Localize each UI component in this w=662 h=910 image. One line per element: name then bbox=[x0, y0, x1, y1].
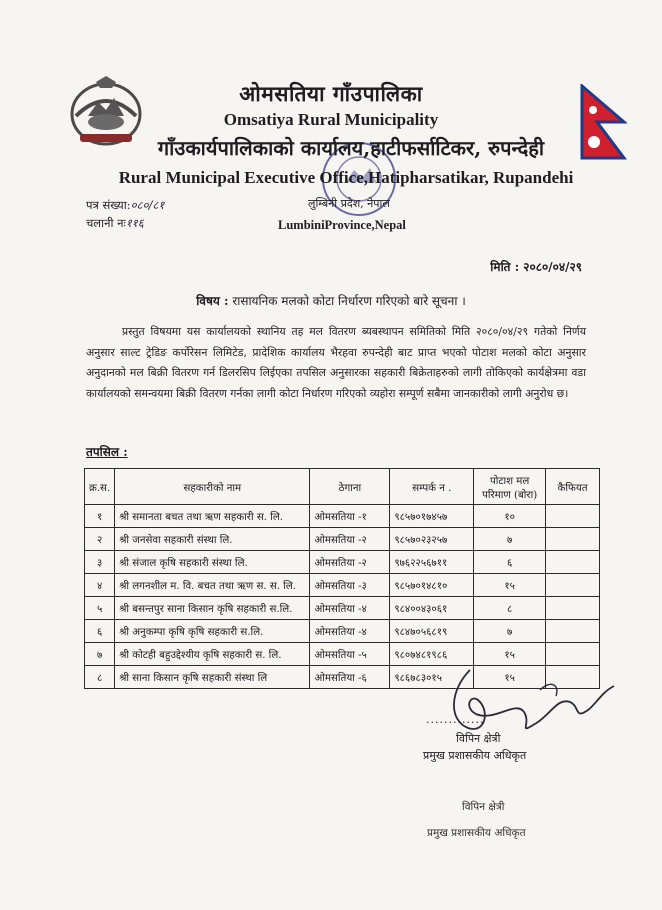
cell-contact: ९८४७०५६८१९ bbox=[390, 620, 474, 643]
signatory-name: विपिन क्षेत्री bbox=[456, 732, 501, 745]
signature-dots: ............. bbox=[426, 713, 485, 726]
table-row bbox=[85, 597, 600, 620]
cell-name: श्री समानता बचत तथा ऋण सहकारी स. लि. bbox=[115, 505, 310, 528]
letter-number-label: पत्र संख्या: bbox=[86, 198, 131, 212]
col-header-quantity: पोटाश मल परिमाण (बोरा) bbox=[474, 469, 546, 505]
cell-quantity: १५ bbox=[474, 643, 546, 666]
cell-sn: १ bbox=[85, 505, 115, 528]
province-nepali: लुम्बिनी प्रदेश, नेपाल bbox=[308, 197, 390, 210]
cell-name: श्री साना किसान कृषि सहकारी संस्था लि bbox=[115, 666, 310, 689]
subject-text: रासायनिक मलको कोटा निर्धारण गरिएको बारे सूचना । bbox=[232, 294, 466, 308]
cell-name: श्री संजाल कृषि सहकारी संस्था लि. bbox=[115, 551, 310, 574]
cell-address: ओमसतिया -४ bbox=[310, 620, 390, 643]
letter-body: प्रस्तुत विषयमा यस कार्यालयको स्थानिय तह मल वितरण ब्यबस्थापन समितिको मिति २०८०/०४/२९ गतेको निर्णय अनुसार साल्ट ट्रेडिङ कर्पोरेसन लिमिटेड, प्रादेशिक कार्यालय भैरहवा रुपन्देही बाट प्राप्त भएको पोटाश मलको कोटा अनुसार अनुदानको मल बिक्री वितरण गर्न डिलरसिप लिईएका तपसिल अनुसारका सहकारी बिक्रेताहरुको लागी तोकिएको कार्यक्षेत्रमा वडा कार्यालयको समन्वयमा बिक्री वितरण गर्नका लागी कोटा निर्धारण गरिएको व्यहोरा सम्पूर्ण सबैमा जानकारीको लागी अनुरोध छ। bbox=[86, 325, 586, 400]
cell-name: श्री कोटही बहुउद्देश्यीय कृषि सहकारी स. लि. bbox=[115, 643, 310, 666]
cell-remark bbox=[546, 551, 600, 574]
cell-contact: ९८५७०२३२५७ bbox=[390, 528, 474, 551]
cell-quantity: ६ bbox=[474, 551, 546, 574]
table-row bbox=[85, 505, 600, 528]
cell-contact: ९८०७४८१९८६ bbox=[390, 643, 474, 666]
cell-quantity: ८ bbox=[474, 597, 546, 620]
cell-remark bbox=[546, 505, 600, 528]
cell-address: ओमसतिया -१ bbox=[310, 505, 390, 528]
dispatch-number-value: ११६ bbox=[125, 216, 144, 230]
cell-contact: ९८५७०१४८१० bbox=[390, 574, 474, 597]
col-header-contact: सम्पर्क न . bbox=[390, 469, 474, 505]
cell-contact: ९८४००४३०६१ bbox=[390, 597, 474, 620]
municipality-name-nepali: ओमसतिया गाँउपालिका bbox=[239, 81, 423, 106]
office-name-nepali: गाँउकार्यपालिकाको कार्यालय,हाटीफर्साटिकर, रुपन्देही bbox=[157, 136, 545, 160]
office-name-english: Rural Municipal Executive Office,Hatipharsatikar, Rupandehi bbox=[118, 168, 574, 187]
cell-quantity: १५ bbox=[474, 574, 546, 597]
cell-name: श्री अनुकम्पा कृषि कृषि सहकारी स.लि. bbox=[115, 620, 310, 643]
cell-remark bbox=[546, 597, 600, 620]
cell-quantity: १० bbox=[474, 505, 546, 528]
cell-sn: ५ bbox=[85, 597, 115, 620]
handwritten-signature bbox=[420, 650, 620, 745]
province-english: LumbiniProvince,Nepal bbox=[278, 218, 406, 232]
table-row bbox=[85, 551, 600, 574]
table-row bbox=[85, 528, 600, 551]
cell-address: ओमसतिया -३ bbox=[310, 574, 390, 597]
cell-contact: ९७६२२५६७११ bbox=[390, 551, 474, 574]
cell-address: ओमसतिया -२ bbox=[310, 551, 390, 574]
cell-name: श्री लगनशील म. वि. बचत तथा ऋण स. स. लि. bbox=[115, 574, 310, 597]
cell-address: ओमसतिया -४ bbox=[310, 597, 390, 620]
stamp-signatory-title: प्रमुख प्रशासकीय अधिकृत bbox=[427, 827, 526, 839]
cell-sn: ७ bbox=[85, 643, 115, 666]
col-header-name: सहकारीको नाम bbox=[115, 469, 310, 505]
subject-label: विषय : bbox=[196, 294, 229, 308]
cell-name: श्री जनसेवा सहकारी संस्था लि. bbox=[115, 528, 310, 551]
letter-number-value: ०८०/८१ bbox=[130, 198, 165, 212]
dispatch-number-label: चलानी नः bbox=[86, 216, 126, 230]
col-header-address: ठेगाना bbox=[310, 469, 390, 505]
cell-quantity: ७ bbox=[474, 620, 546, 643]
cell-address: ओमसतिया -२ bbox=[310, 528, 390, 551]
letter-number-line bbox=[86, 196, 164, 214]
cell-sn: २ bbox=[85, 528, 115, 551]
cell-contact: ९८६७८३०१५ bbox=[390, 666, 474, 689]
cell-name: श्री बसन्तपुर साना किसान कृषि सहकारी स.लि. bbox=[115, 597, 310, 620]
municipality-name-english: Omsatiya Rural Municipality bbox=[223, 110, 439, 129]
cell-address: ओमसतिया -५ bbox=[310, 643, 390, 666]
cell-sn: ४ bbox=[85, 574, 115, 597]
cell-remark bbox=[546, 620, 600, 643]
cell-remark bbox=[546, 574, 600, 597]
subject-line bbox=[0, 292, 662, 309]
dispatch-number-line bbox=[86, 214, 164, 232]
table-row bbox=[85, 574, 600, 597]
cell-quantity: ७ bbox=[474, 528, 546, 551]
cell-quantity: १५ bbox=[474, 666, 546, 689]
table-header-row bbox=[85, 469, 600, 505]
cell-contact: ९८५७०१७४५७ bbox=[390, 505, 474, 528]
col-header-remark: कैफियत bbox=[546, 469, 600, 505]
cell-sn: ८ bbox=[85, 666, 115, 689]
cell-address: ओमसतिया -६ bbox=[310, 666, 390, 689]
stamp-signatory-name: विपिन क्षेत्री bbox=[462, 801, 505, 813]
details-heading: तपसिल : bbox=[86, 445, 128, 459]
reference-block bbox=[86, 196, 164, 232]
signatory-title: प्रमुख प्रशासकीय अधिकृत bbox=[423, 749, 527, 762]
cell-sn: ३ bbox=[85, 551, 115, 574]
cell-sn: ६ bbox=[85, 620, 115, 643]
letter-date: मिति : २०८०/०४/२९ bbox=[490, 260, 582, 274]
col-header-sn: क्र.स. bbox=[85, 469, 115, 505]
cell-remark bbox=[546, 528, 600, 551]
table-row bbox=[85, 620, 600, 643]
